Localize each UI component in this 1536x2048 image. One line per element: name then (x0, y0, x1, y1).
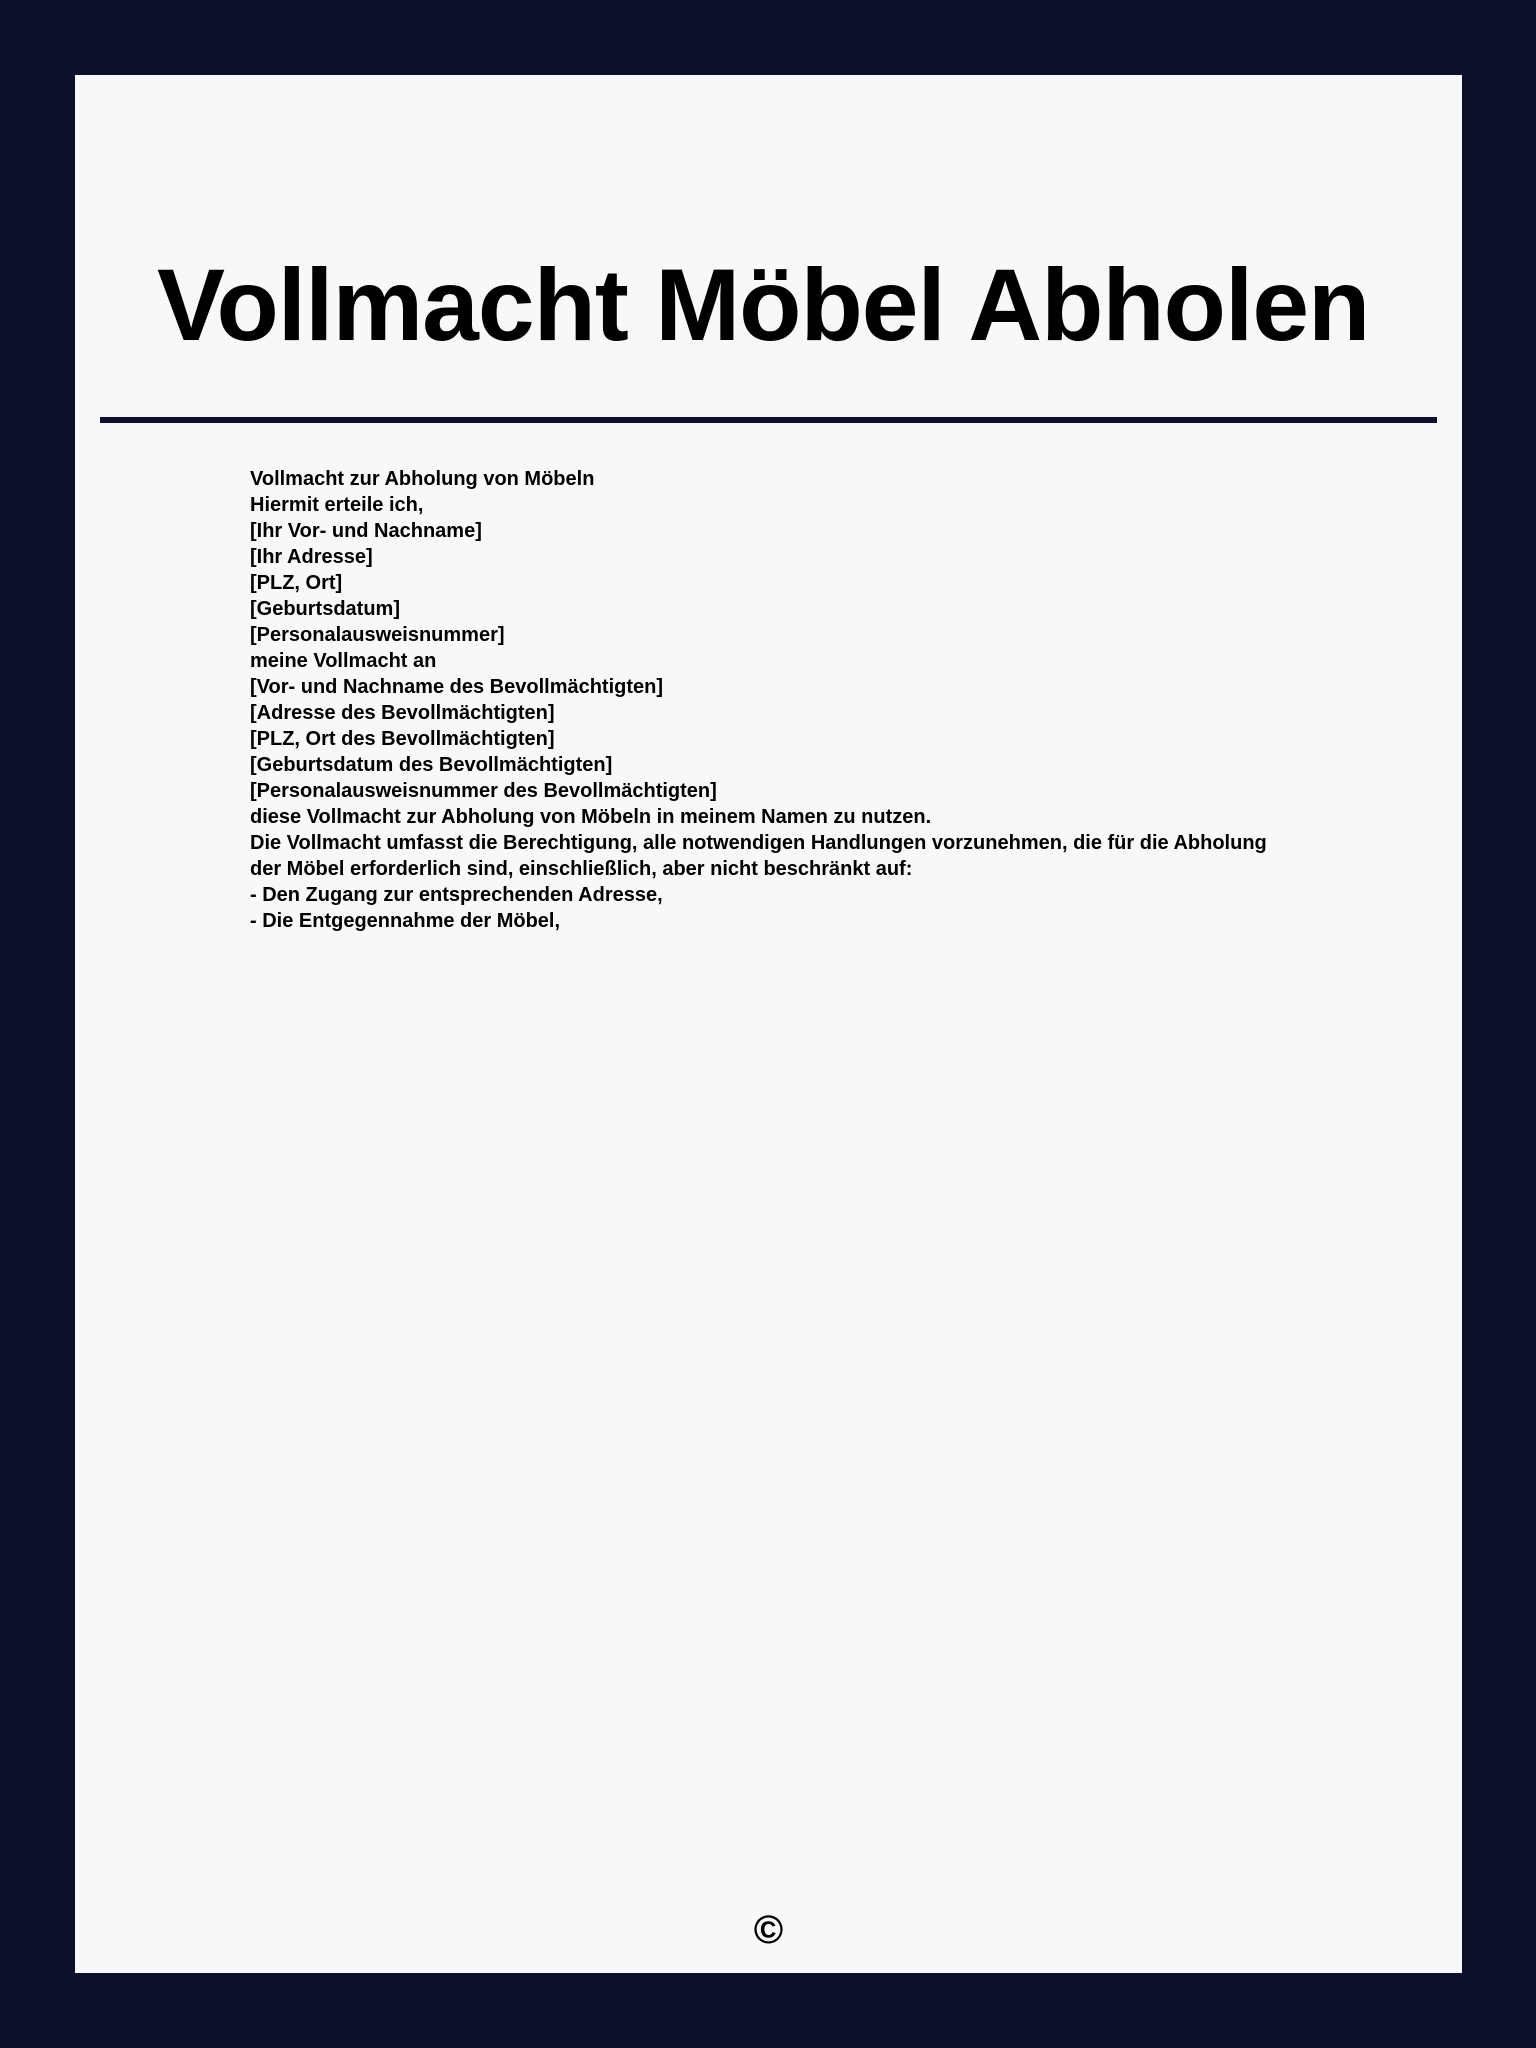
placeholder-agent-name: [Vor- und Nachname des Bevollmächtigten] (250, 676, 664, 698)
placeholder-agent-birthdate: [Geburtsdatum des Bevollmächtigten] (250, 754, 613, 776)
placeholder-grantor-name: [Ihr Vor- und Nachname] (250, 520, 482, 542)
copyright-symbol: © (753, 1908, 784, 1952)
page-title: Vollmacht Möbel Abholen (157, 248, 1370, 362)
placeholder-agent-address: [Adresse des Bevollmächtigten] (250, 702, 555, 724)
placeholder-grantor-city: [PLZ, Ort] (250, 572, 343, 594)
placeholder-grantor-address: [Ihr Adresse] (250, 546, 373, 568)
title-divider (100, 417, 1437, 423)
grantor-intro: Hiermit erteile ich, (250, 494, 424, 516)
grant-connector: meine Vollmacht an (250, 650, 437, 672)
placeholder-grantor-id-number: [Personalausweisnummer] (250, 624, 505, 646)
document-page (75, 75, 1462, 1973)
scope-statement: Die Vollmacht umfasst die Berechtigung, alle notwendigen Handlungen vorzunehmen, die für die Abholung der Möbel erforderlich sind, einschließlich, aber nicht beschränkt auf: (250, 832, 1267, 880)
document-body (250, 466, 1290, 934)
scope-item-receipt: - Die Entgegennahme der Möbel, (250, 910, 561, 932)
placeholder-grantor-birthdate: [Geburtsdatum] (250, 598, 400, 620)
intro-heading: Vollmacht zur Abholung von Möbeln (250, 468, 595, 490)
scope-item-access: - Den Zugang zur entsprechenden Adresse, (250, 884, 663, 906)
purpose-statement: diese Vollmacht zur Abholung von Möbeln in meinem Namen zu nutzen. (250, 806, 932, 828)
placeholder-agent-id-number: [Personalausweisnummer des Bevollmächtigten] (250, 780, 717, 802)
placeholder-agent-city: [PLZ, Ort des Bevollmächtigten] (250, 728, 555, 750)
